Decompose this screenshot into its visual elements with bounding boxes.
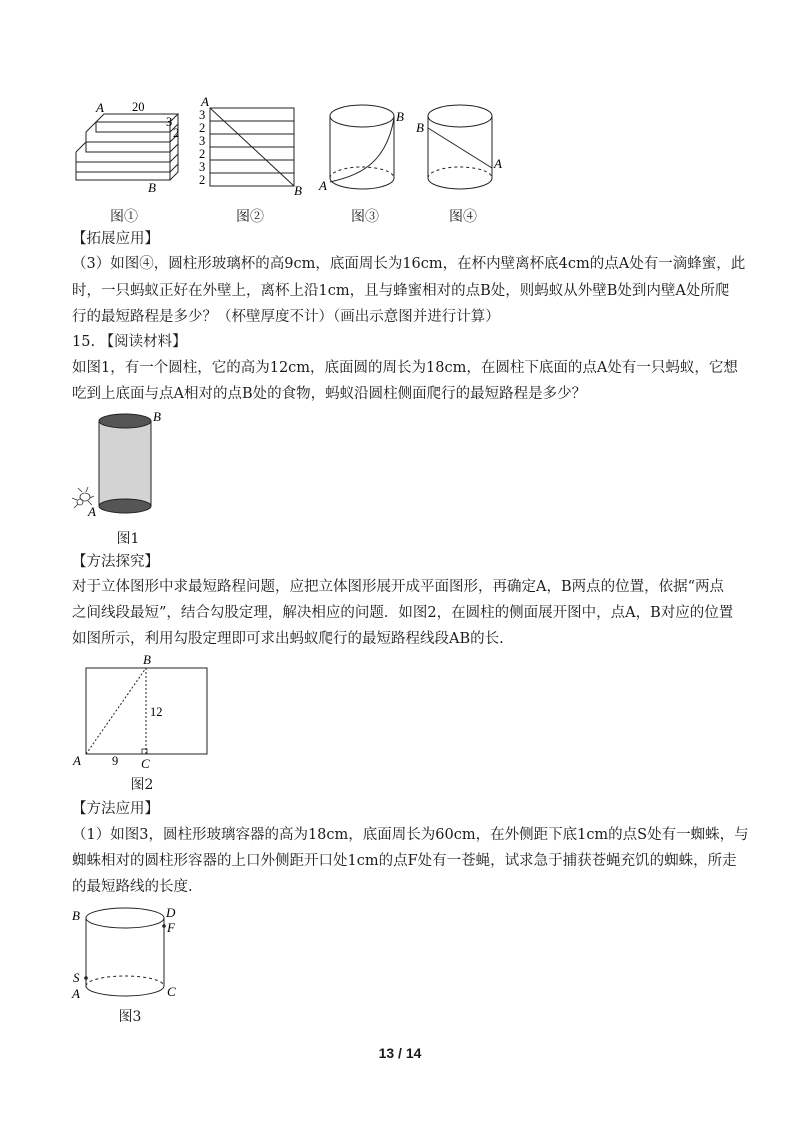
fig2-caption: 图② — [236, 209, 264, 225]
fig2-row-4: 2 — [199, 147, 206, 161]
extend-heading: 【拓展应用】 — [72, 231, 159, 247]
apply-line-3: 的最短路线的长度. — [72, 879, 193, 895]
figure-stripes — [196, 94, 306, 198]
fig2-row-3: 3 — [199, 134, 206, 148]
q15-line-2: 吃到上底面与点A相对的点B处的食物，蚂蚁沿圆柱侧面爬行的最短路程是多少？ — [72, 386, 587, 402]
figure3-label-D: D — [166, 905, 176, 920]
figure-cylinder-4 — [414, 96, 509, 200]
figure-cylinder-3 — [316, 96, 411, 200]
extend-line-1: （3）如图④，圆柱形玻璃杯的高9cm，底面周长为16cm，在杯内壁离杯底4cm的点A处有一滴蜂蜜，此 — [72, 256, 746, 272]
figure2-label-C: C — [141, 756, 150, 771]
fig1-caption: 图① — [110, 209, 138, 225]
explore-line-1: 对于立体图形中求最短路程问题，应把立体图形展开成平面图形，再确定A，B两点的位置，依据“两点 — [72, 579, 725, 595]
figure3-label-F: F — [167, 920, 175, 935]
fig3-label-A: A — [319, 178, 327, 193]
figure1-label-B: B — [153, 409, 161, 424]
figure2-caption: 图2 — [130, 777, 154, 793]
fig2-row-1: 3 — [199, 108, 206, 122]
fig4-label-A: A — [494, 156, 502, 171]
figure2-label-A: A — [73, 753, 81, 768]
fig1-riser-b: 2 — [173, 126, 180, 140]
apply-heading: 【方法应用】 — [72, 801, 159, 817]
explore-line-3: 如图所示，利用勾股定理即可求出蚂蚁爬行的最短路程线段AB的长. — [72, 631, 504, 647]
figure3-label-C: C — [167, 984, 176, 999]
fig1-top-length: 20 — [132, 100, 145, 114]
figure-staircase — [70, 100, 190, 195]
q15-line-1: 如图1，有一个圆柱，它的高为12cm，底面圆的周长为18cm，在圆柱下底面的点A处有一只蚂蚁，它想 — [72, 360, 738, 376]
q15-heading: 15. 【阅读材料】 — [72, 334, 187, 350]
fig1-label-A: A — [96, 100, 104, 115]
figure2-len-AC: 9 — [112, 754, 119, 768]
figure3-label-A: A — [72, 986, 80, 1001]
figure1-label-A: A — [88, 504, 96, 519]
explore-heading: 【方法探究】 — [72, 554, 159, 570]
extend-line-3: 行的最短路程是多少？（杯壁厚度不计）（画出示意图并进行计算） — [72, 309, 500, 325]
page-number: 13 / 14 — [378, 1045, 422, 1061]
fig3-label-B: B — [396, 109, 404, 124]
fig2-row-2: 2 — [199, 121, 206, 135]
figure-1-cylinder — [68, 408, 178, 520]
figure3-label-S: S — [73, 970, 80, 985]
fig2-label-B: B — [294, 183, 302, 198]
fig2-label-A: A — [201, 94, 209, 109]
figure2-len-BC: 12 — [150, 705, 163, 719]
extend-line-2: 时，一只蚂蚁正好在外壁上，离杯上沿1cm，且与蜂蜜相对的点B处，则蚂蚁从外壁B处到内壁A处所爬 — [72, 283, 730, 299]
fig4-caption: 图④ — [449, 209, 477, 225]
figure-3-cylinder — [68, 902, 188, 1006]
explore-line-2: 之间线段最短”，结合勾股定理，解决相应的问题．如图2，在圆柱的侧面展开图中，点A，B对应的位置 — [72, 605, 734, 621]
figure1-caption: 图1 — [116, 531, 140, 547]
figure2-label-B: B — [143, 652, 151, 667]
fig1-label-B: B — [148, 180, 156, 195]
apply-line-2: 蜘蛛相对的圆柱形容器的上口外侧距开口处1cm的点F处有一苍蝇，试求急于捕获苍蝇充饥的蜘蛛，所走 — [72, 853, 737, 869]
figure3-caption: 图3 — [118, 1009, 142, 1025]
figure-2-unfolded — [70, 648, 220, 774]
figure3-label-B: B — [72, 908, 80, 923]
fig2-row-5: 3 — [199, 160, 206, 174]
apply-line-1: （1）如图3，圆柱形玻璃容器的高为18cm，底面周长为60cm，在外侧距下底1cm的点S处有一蜘蛛，与 — [72, 827, 749, 843]
fig3-caption: 图③ — [351, 209, 379, 225]
fig1-riser-a: 3 — [166, 115, 173, 129]
fig2-row-6: 2 — [199, 173, 206, 187]
fig4-label-B: B — [416, 120, 424, 135]
